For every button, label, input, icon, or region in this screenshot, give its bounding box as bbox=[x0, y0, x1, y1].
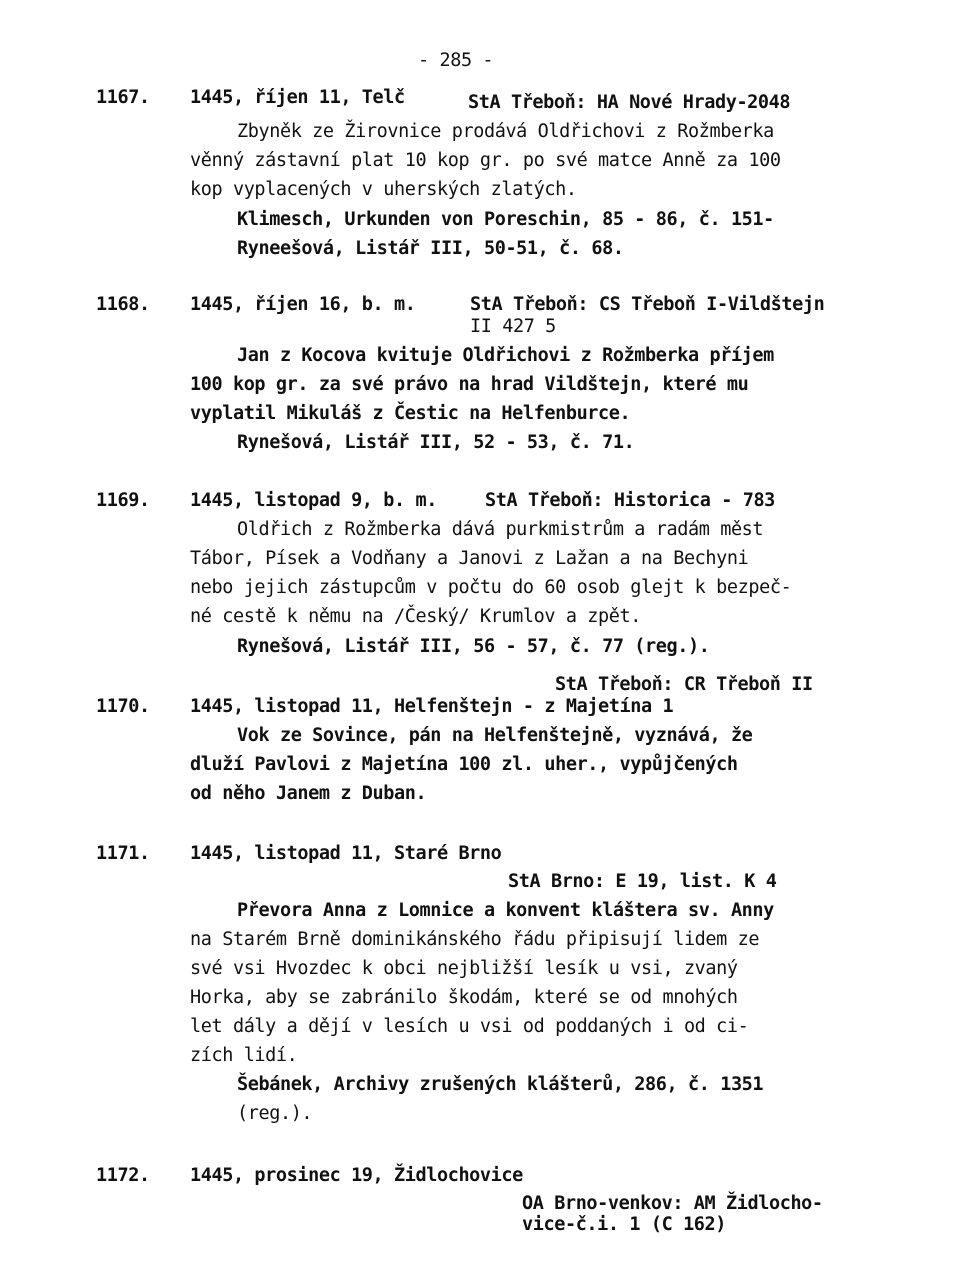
reference-line: (reg.). bbox=[237, 1103, 313, 1124]
archive-signature: II 427 5 bbox=[470, 316, 556, 337]
archive-signature: StA Třeboň: Historica - 783 bbox=[485, 490, 775, 511]
regest-line: věnný zástavní plat 10 kop gr. po své matce Anně za 100 bbox=[190, 150, 781, 171]
regest-line: Převora Anna z Lomnice a konvent kláštera sv. Anny bbox=[237, 900, 774, 921]
entry-number: 1167. bbox=[96, 87, 150, 108]
regest-line: zích lidí. bbox=[190, 1045, 298, 1066]
reference-line: Klimesch, Urkunden von Poreschin, 85 - 86, č. 151- bbox=[237, 209, 774, 230]
entry-number: 1170. bbox=[96, 696, 150, 717]
entry-number: 1172. bbox=[96, 1165, 150, 1186]
entry-heading: 1445, listopad 11, Staré Brno bbox=[190, 843, 502, 864]
regest-line: Zbyněk ze Žirovnice prodává Oldřichovi z Rožmberka bbox=[237, 121, 774, 142]
entry-number: 1169. bbox=[96, 490, 150, 511]
regest-line: Horka, aby se zabránilo škodám, které se od mnohých bbox=[190, 987, 738, 1008]
entry-heading: 1445, říjen 11, Telč bbox=[190, 87, 405, 108]
entry-heading: 1445, listopad 11, Helfenštejn - z Majetína 1 bbox=[190, 696, 674, 717]
regest-line: Jan z Kocova kvituje Oldřichovi z Rožmberka příjem bbox=[237, 345, 774, 366]
reference-line: Rynešová, Listář III, 56 - 57, č. 77 (reg.). bbox=[237, 636, 710, 657]
entry-number: 1171. bbox=[96, 843, 150, 864]
archive-signature: OA Brno-venkov: AM Židlocho- bbox=[522, 1193, 823, 1214]
entry-heading: 1445, říjen 16, b. m. bbox=[190, 294, 416, 315]
archive-signature: StA Třeboň: CS Třeboň I-Vildštejn bbox=[470, 294, 825, 315]
entry-number: 1168. bbox=[96, 294, 150, 315]
regest-line: od něho Janem z Duban. bbox=[190, 783, 427, 804]
regest-line: Oldřich z Rožmberka dává purkmistrům a radám měst bbox=[237, 519, 764, 540]
regest-line: 100 kop gr. za své právo na hrad Vildštejn, které mu bbox=[190, 374, 749, 395]
regest-line: své vsi Hvozdec k obci nejbližší lesík u vsi, zvaný bbox=[190, 958, 738, 979]
entry-heading: 1445, prosinec 19, Židlochovice bbox=[190, 1165, 523, 1186]
archive-signature: StA Třeboň: HA Nové Hrady-2048 bbox=[468, 92, 791, 113]
regest-line: Tábor, Písek a Vodňany a Janovi z Lažan a na Bechyni bbox=[190, 548, 749, 569]
regest-line: kop vyplacených v uherských zlatých. bbox=[190, 179, 577, 200]
regest-line: Vok ze Sovince, pán na Helfenštejně, vyznává, že bbox=[237, 725, 753, 746]
entry-heading: 1445, listopad 9, b. m. bbox=[190, 490, 437, 511]
regest-line: né cestě k němu na /Český/ Krumlov a zpět. bbox=[190, 606, 641, 627]
regest-line: dluží Pavlovi z Majetína 100 zl. uher., vypůjčených bbox=[190, 754, 738, 775]
archive-signature: StA Brno: E 19, list. K 4 bbox=[508, 871, 777, 892]
regest-line: nebo jejich zástupcům v počtu do 60 osob glejt k bezpeč- bbox=[190, 577, 792, 598]
archive-signature: vice-č.i. 1 (C 162) bbox=[522, 1214, 727, 1235]
reference-line: Rynešová, Listář III, 52 - 53, č. 71. bbox=[237, 432, 635, 453]
regest-line: na Starém Brně dominikánského řádu připisují lidem ze bbox=[190, 929, 760, 950]
regest-line: let dály a dějí v lesích u vsi od poddaných i od ci- bbox=[190, 1016, 749, 1037]
reference-line: Ryneešová, Listář III, 50-51, č. 68. bbox=[237, 238, 624, 259]
archive-signature: StA Třeboň: CR Třeboň II bbox=[555, 674, 813, 695]
regest-line: vyplatil Mikuláš z Čestic na Helfenburce. bbox=[190, 403, 631, 424]
reference-line: Šebánek, Archivy zrušených klášterů, 286, č. 1351 bbox=[237, 1074, 764, 1095]
page-number: - 285 - bbox=[418, 50, 494, 71]
